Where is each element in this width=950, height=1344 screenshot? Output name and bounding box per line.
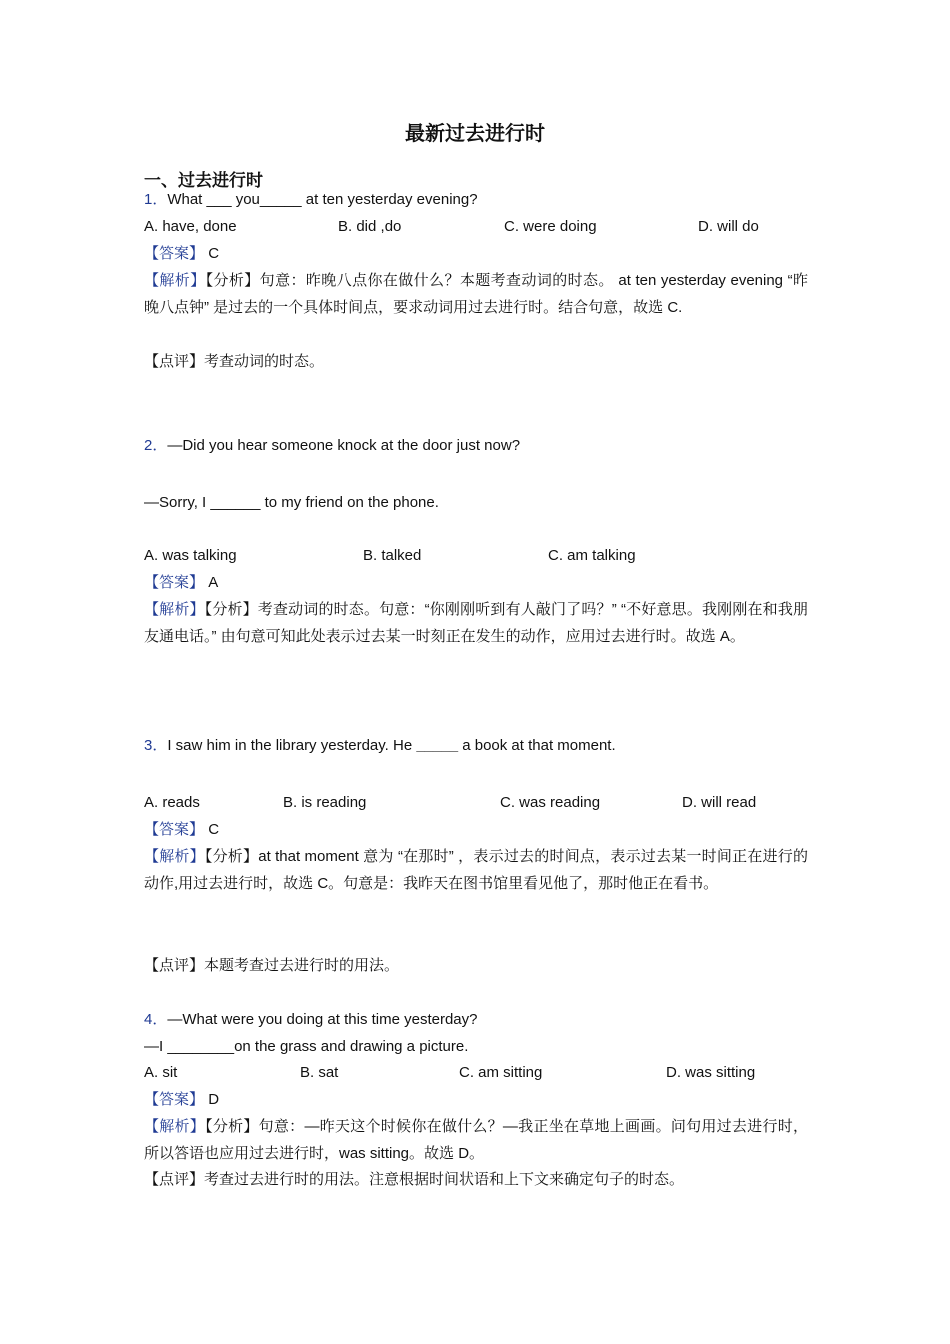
q3-option-b: B. is reading [283, 794, 367, 811]
q1-option-a: A. have, done [144, 218, 237, 235]
question-2-reply: —Sorry, I ______ to my friend on the phone. [144, 494, 439, 511]
question-3-number: 3． [144, 737, 168, 754]
q4-option-d: D. was sitting [666, 1064, 756, 1081]
question-2-stem [144, 432, 808, 459]
question-4-answer [144, 1086, 808, 1113]
question-2-analysis [144, 596, 808, 650]
answer-value: A [208, 574, 219, 591]
question-2-answer [144, 569, 808, 596]
question-3-blank: _____ [416, 737, 459, 754]
question-3-analysis [144, 843, 808, 897]
q3-option-a: A. reads [144, 794, 200, 811]
q1-option-c: C. were doing [504, 218, 597, 235]
q2-option-c: C. am talking [548, 547, 636, 564]
question-1-stem [144, 186, 808, 213]
answer-value: C [208, 821, 220, 838]
question-1-text: What ___ you_____ at ten yesterday evening? [167, 191, 478, 208]
q2-option-b: B. talked [363, 547, 422, 564]
answer-tag: 【答案】 [144, 1091, 205, 1108]
q1-option-b: B. did ,do [338, 218, 402, 235]
q4-option-b: B. sat [300, 1064, 339, 1081]
question-3-comment: 【点评】本题考查过去进行时的用法。 [144, 957, 400, 974]
q4-option-c: C. am sitting [459, 1064, 543, 1081]
analysis-text: 【分析】考查动词的时态。句意：“你刚刚听到有人敲门了吗？” “不好意思。我刚刚在和我朋友通电话。” 由句意可知此处表示过去某一时刻正在发生的动作，应用过去进行时。故选 A。 [144, 601, 808, 645]
analysis-text: 【分析】句意：—昨天这个时候你在做什么？—我正坐在草地上画画。问句用过去进行时，所以答语也应用过去进行时，was sitting。故选 D。 [144, 1118, 808, 1162]
q2-option-a: A. was talking [144, 547, 237, 564]
analysis-tag: 【解析】 [144, 1118, 206, 1135]
question-4-number: 4． [144, 1011, 168, 1028]
answer-tag: 【答案】 [144, 245, 205, 262]
question-3-text-after: a book at that moment. [458, 737, 616, 754]
analysis-text: 【分析】at that moment 意为 “在那时” ，表示过去的时间点，表示过去某一时间正在进行的动作,用过去进行时，故选 C。句意是：我昨天在图书馆里看见他了，那时他正在看书。 [144, 848, 808, 892]
answer-tag: 【答案】 [144, 821, 205, 838]
question-3-stem [144, 732, 808, 759]
question-4-stem [144, 1006, 808, 1033]
answer-tag: 【答案】 [144, 574, 205, 591]
answer-value: C [208, 245, 220, 262]
question-4-analysis [144, 1113, 808, 1167]
question-1-answer [144, 240, 808, 267]
question-2-number: 2． [144, 437, 168, 454]
question-1-number: 1． [144, 191, 168, 208]
analysis-tag: 【解析】 [144, 848, 205, 865]
answer-value: D [208, 1091, 220, 1108]
question-1-analysis [144, 267, 808, 321]
question-4-comment: 【点评】考查过去进行时的用法。注意根据时间状语和上下文来确定句子的时态。 [144, 1171, 685, 1188]
question-4-reply: —I ________on the grass and drawing a picture. [144, 1038, 469, 1055]
question-3-answer [144, 816, 808, 843]
q3-option-c: C. was reading [500, 794, 601, 811]
section-heading: 一、过去进行时 [144, 171, 263, 191]
analysis-tag: 【解析】 [144, 601, 205, 618]
question-4-text: —What were you doing at this time yesterday? [167, 1011, 478, 1028]
q3-option-d: D. will read [682, 794, 757, 811]
q4-option-a: A. sit [144, 1064, 178, 1081]
question-1-comment: 【点评】考查动词的时态。 [144, 353, 325, 370]
question-3-text-before: I saw him in the library yesterday. He [167, 737, 417, 754]
analysis-text: 【分析】句意：昨晚八点你在做什么？本题考查动词的时态。 at ten yesterday evening “昨晚八点钟” 是过去的一个具体时间点，要求动词用过去进行时。结合句意，故选 C. [144, 272, 808, 316]
page-title: 最新过去进行时 [405, 121, 545, 145]
analysis-tag: 【解析】 [144, 272, 206, 289]
question-2-text: —Did you hear someone knock at the door just now? [167, 437, 521, 454]
q1-option-d: D. will do [698, 218, 759, 235]
